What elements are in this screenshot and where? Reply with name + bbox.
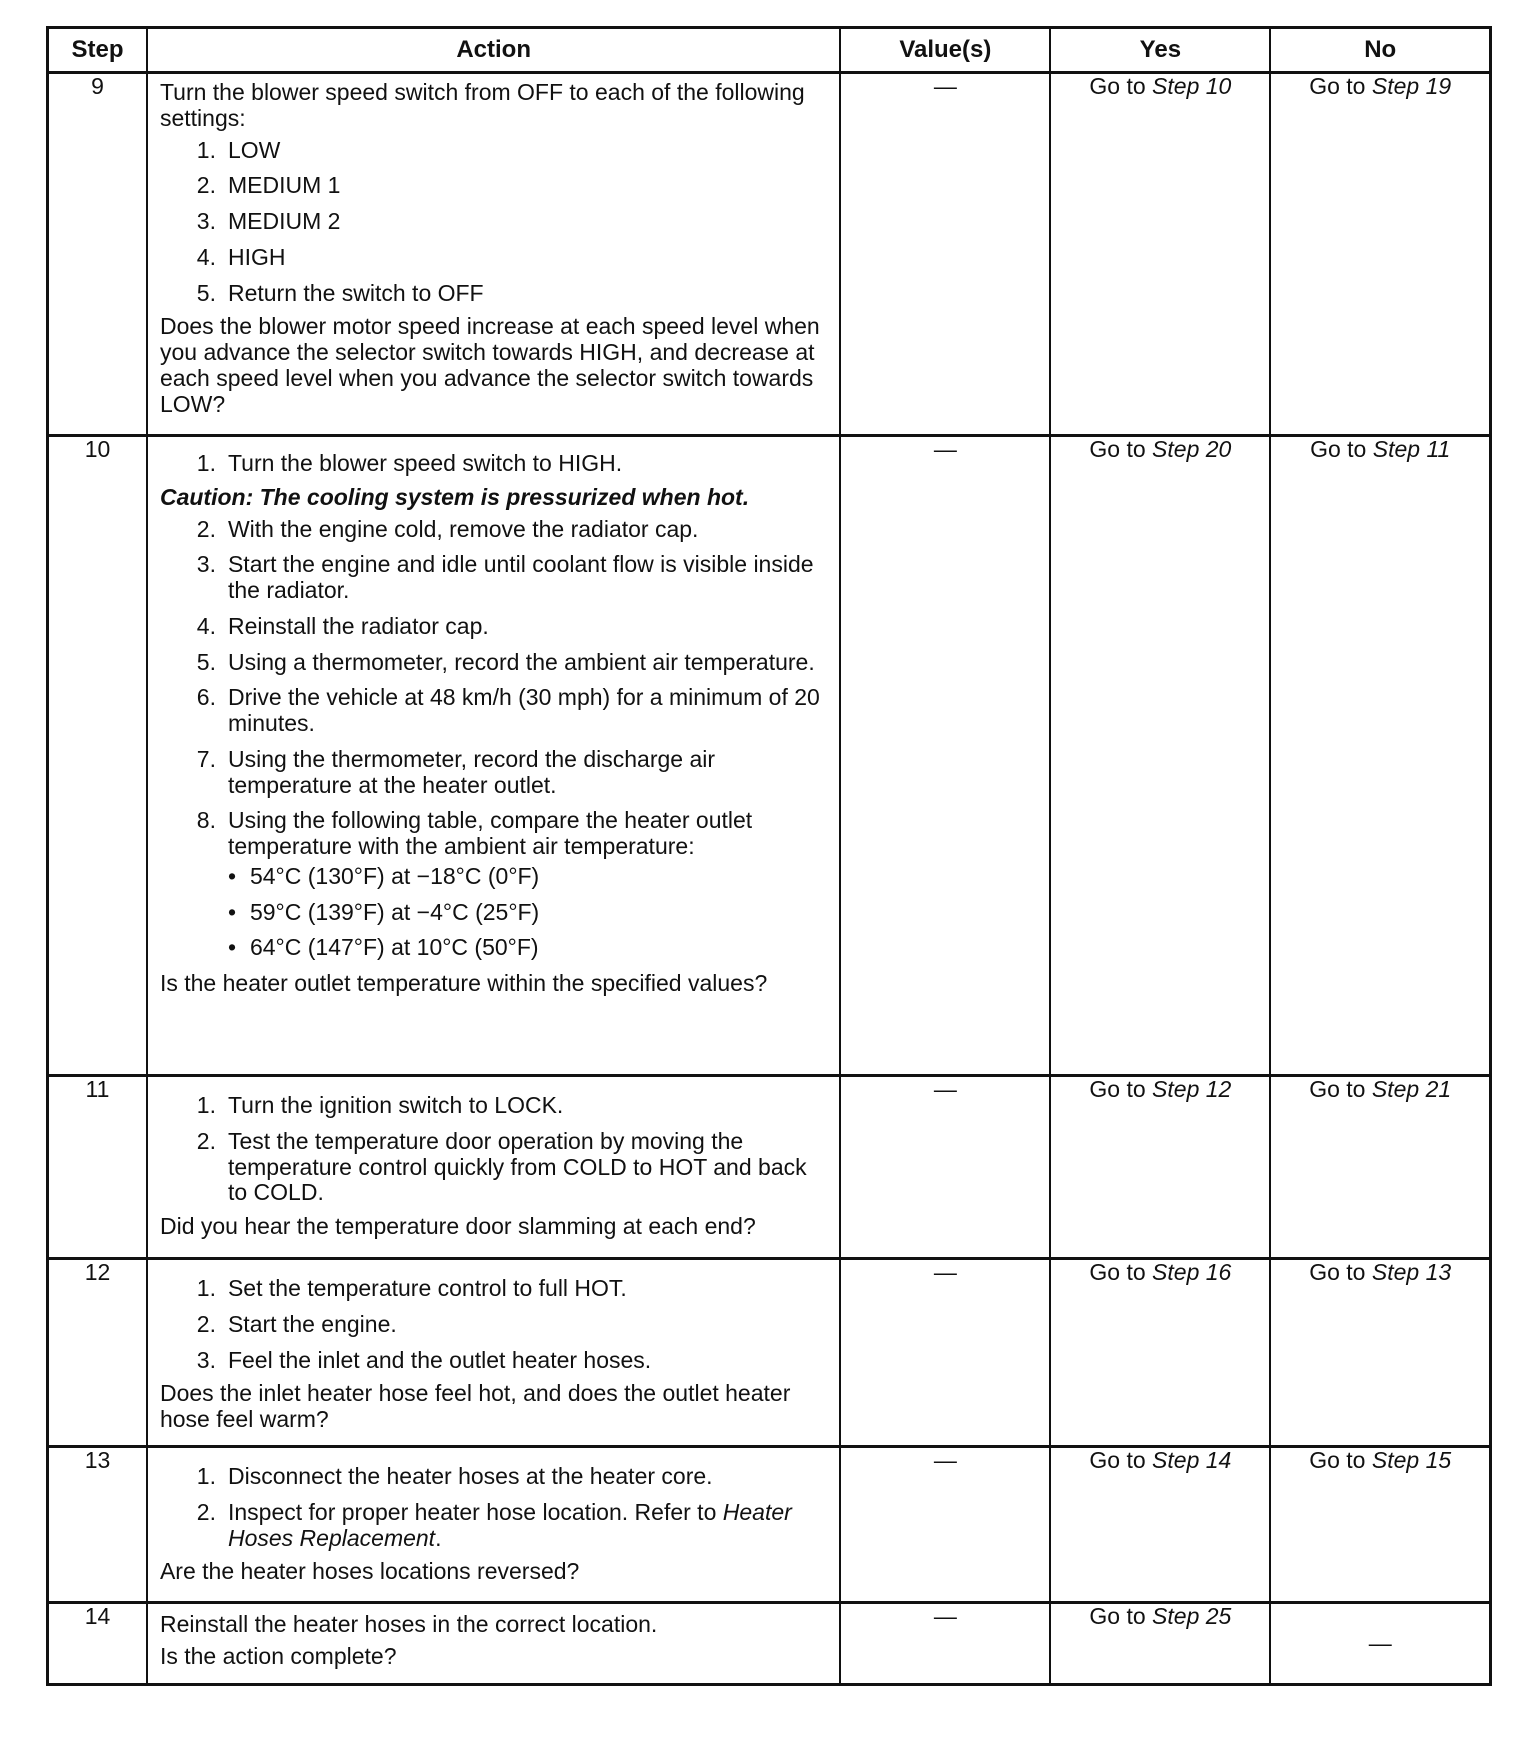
list-item: 5. Return the switch to OFF [196,279,484,306]
yes-step-link[interactable]: Step 25 [1152,1603,1232,1629]
action-question: Did you hear the temperature door slamming at each end? [159,1213,756,1239]
action-cell [147,73,840,436]
action-list [160,517,829,860]
yes-step-link[interactable]: Step 10 [1152,73,1232,99]
table-row-step-14 [48,1603,1491,1685]
diagnostic-table [46,26,1492,1686]
list-item: 2. Inspect for proper heater hose location. Refer to Heater Hoses Replacement. [196,1498,792,1551]
no-step-link[interactable]: Step 13 [1371,1259,1452,1285]
yes-cell: Go to Step 14 [1050,1447,1270,1603]
action-list [160,1464,829,1551]
list-item: 3. MEDIUM 2 [196,208,341,234]
no-step-link[interactable]: Step 19 [1371,73,1452,99]
no-cell: Go to Step 21 [1270,1076,1490,1259]
action-list [160,451,829,477]
list-item: 1. Disconnect the heater hoses at the heater core. [196,1463,713,1489]
no-step-link[interactable]: Step 15 [1371,1447,1452,1473]
header-no: No [1270,28,1490,73]
list-item: 8. Using the following table, compare the heater outlet temperature with the ambient air temperature: [196,807,753,859]
step-number: 9 [48,73,147,436]
yes-cell: Go to Step 12 [1050,1076,1270,1259]
action-intro: Turn the blower speed switch from OFF to each of the following settings: [159,79,805,131]
table-row-step-10 [48,436,1491,1076]
diagnostic-table-sheet [46,26,1492,1686]
header-action: Action [147,28,840,73]
action-question: Is the action complete? [159,1642,397,1669]
value-cell: — [840,1447,1050,1603]
action-cell [147,1603,840,1685]
action-cell [147,1076,840,1259]
list-item: 3. Start the engine and idle until coolant flow is visible inside the radiator. [196,551,814,603]
list-item: 6. Drive the vehicle at 48 km/h (30 mph) for a minimum of 20 minutes. [196,684,820,736]
no-cell: Go to Step 19 [1270,73,1490,436]
list-item: 5. Using a thermometer, record the ambient air temperature. [196,648,815,675]
no-cell: — [1270,1603,1490,1685]
list-item: 4. Reinstall the radiator cap. [196,612,489,639]
action-list [160,1093,829,1206]
step-number: 12 [48,1259,147,1447]
no-cell: Go to Step 13 [1270,1259,1490,1447]
bullet-item: • 54°C (130°F) at −18°C (0°F) [227,862,540,889]
value-cell: — [840,1603,1050,1685]
yes-step-link[interactable]: Step 20 [1152,436,1232,462]
list-item: 3. Feel the inlet and the outlet heater hoses. [196,1346,652,1373]
action-list [160,138,829,307]
action-cell [147,1259,840,1447]
value-cell: — [840,1076,1050,1259]
step-number: 13 [48,1447,147,1603]
value-cell: — [840,1259,1050,1447]
action-question: Does the inlet heater hose feel hot, and does the outlet heater hose feel warm? [159,1380,791,1432]
table-row-step-11 [48,1076,1491,1259]
header-row [48,28,1491,73]
header-yes: Yes [1050,28,1270,73]
header-step: Step [48,28,147,73]
no-cell: Go to Step 15 [1270,1447,1490,1603]
bullet-item: • 64°C (147°F) at 10°C (50°F) [227,934,539,961]
temperature-bullet-list [160,864,829,961]
table-header [48,28,1491,73]
list-item: 2. Test the temperature door operation by moving the temperature control quickly from COLD to HOT and back to COLD. [196,1127,807,1206]
list-item: 2. With the engine cold, remove the radiator cap. [196,515,699,542]
table-row-step-12 [48,1259,1491,1447]
yes-cell: Go to Step 20 [1050,436,1270,1076]
list-item: 1. LOW [196,136,281,163]
yes-cell: Go to Step 10 [1050,73,1270,436]
list-item: 1. Set the temperature control to full HOT. [196,1275,627,1301]
header-values: Value(s) [840,28,1050,73]
list-item: 7. Using the thermometer, record the discharge air temperature at the heater outlet. [196,745,716,798]
yes-step-link[interactable]: Step 16 [1152,1259,1232,1285]
action-cell [147,1447,840,1603]
yes-cell: Go to Step 16 [1050,1259,1270,1447]
action-list [160,1276,829,1373]
caution-note: Caution: The cooling system is pressurized when hot. [159,483,750,510]
list-item: 1. Turn the blower speed switch to HIGH. [196,450,623,476]
step-number: 10 [48,436,147,1076]
value-cell: — [840,436,1050,1076]
bullet-item: • 59°C (139°F) at −4°C (25°F) [227,898,540,925]
action-question: Does the blower motor speed increase at each speed level when you advance the selector switch towards HIGH, and decrease at each speed level when you advance the selector switch towards LOW? [159,313,820,417]
no-step-link[interactable]: Step 21 [1371,1076,1452,1102]
heater-hoses-replacement-ref[interactable]: Heater Hoses Replacement [227,1498,792,1551]
action-text: Reinstall the heater hoses in the correct location. [159,1611,658,1637]
action-question: Is the heater outlet temperature within the specified values? [159,970,768,996]
step-number: 11 [48,1076,147,1259]
action-cell [147,436,840,1076]
yes-cell: Go to Step 25 [1050,1603,1270,1685]
list-item: 2. Start the engine. [196,1310,397,1337]
value-cell: — [840,73,1050,436]
step-number: 14 [48,1603,147,1685]
table-row-step-13 [48,1447,1491,1603]
yes-step-link[interactable]: Step 12 [1152,1076,1232,1102]
action-question: Are the heater hoses locations reversed? [159,1558,580,1585]
no-step-link[interactable]: Step 11 [1372,436,1451,462]
no-cell: Go to Step 11 [1270,436,1490,1076]
list-item: 2. MEDIUM 1 [196,172,341,199]
table-row-step-9 [48,73,1491,436]
yes-step-link[interactable]: Step 14 [1152,1447,1232,1473]
list-item: 1. Turn the ignition switch to LOCK. [196,1092,564,1118]
list-item: 4. HIGH [196,243,286,270]
